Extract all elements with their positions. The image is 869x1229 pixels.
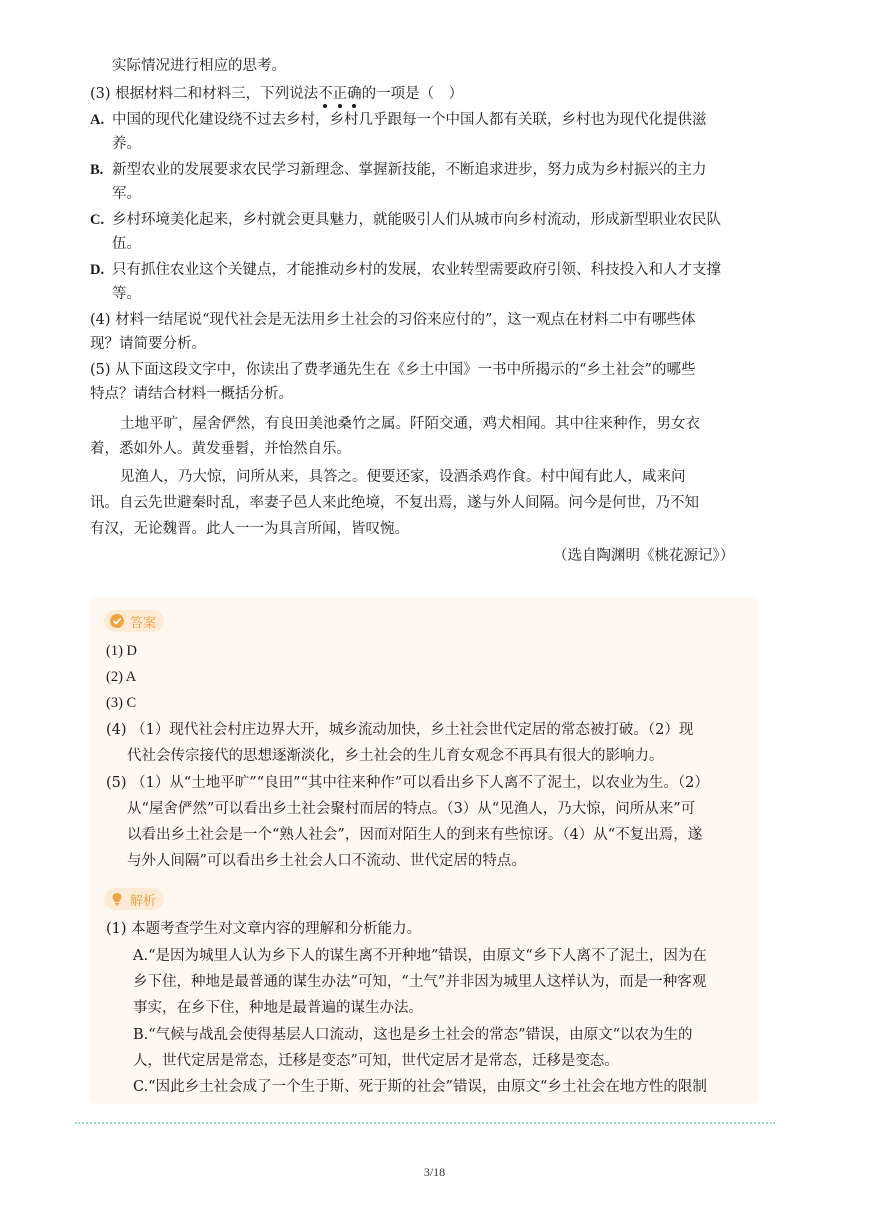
continuation-line: 实际情况进行相应的思考。 — [112, 58, 286, 74]
option-d-letter: D. — [90, 262, 105, 278]
passage-p2: 见渔人，乃大惊，问所从来，具答之。便要还家，设酒杀鸡作食。村中闻有此人，咸来问 — [120, 469, 686, 485]
option-b-letter: B. — [90, 162, 104, 178]
option-d — [90, 260, 721, 280]
option-c-text: 乡村环境美化起来，乡村就会更具魅力，就能吸引人们从城市向乡村流动，形成新型职业农民队 — [112, 212, 721, 228]
question-4: (4) 材料一结尾说“现代社会是无法用乡土社会的习俗来应付的”，这一观点在材料二中有哪些体 — [90, 312, 696, 328]
option-b — [90, 160, 707, 180]
passage-p1-cont: 着，悉如外人。黄发垂髫，并怡然自乐。 — [90, 441, 351, 457]
question-5: (5) 从下面这段文字中，你读出了费孝通先生在《乡土中国》一书中所揭示的“乡土社会”的哪些 — [90, 362, 696, 378]
answer-4-cont: 代社会传宗接代的思想逐渐淡化，乡土社会的生儿育女观念不再具有很大的影响力。 — [127, 748, 664, 764]
passage-p2-cont: 有汉，无论魏晋。此人一一为具言所闻，皆叹惋。 — [90, 521, 409, 537]
option-c-letter: C. — [90, 212, 105, 228]
answer-3: (3) C — [106, 695, 137, 711]
question-5-cont: 特点？请结合材料一概括分析。 — [90, 386, 293, 402]
answer-5-cont: 从“屋舍俨然”可以看出乡土社会聚村而居的特点。（3）从“见渔人，乃大惊，问所从来”可 — [127, 801, 696, 817]
emphasis-char: 正 — [332, 86, 348, 102]
analysis-a-cont: 乡下住，种地是最普通的谋生办法”可知，“土气”并非因为城里人这样认为，而是一种客观 — [133, 974, 707, 990]
answer-5-cont: 以看出乡土社会是一个“熟人社会”，因而对陌生人的到来有些惊讶。（4）从“不复出焉，遂 — [127, 827, 703, 843]
analysis-tag — [104, 888, 164, 910]
option-a-cont: 养。 — [112, 136, 141, 152]
question-4-cont: 现？请简要分析。 — [90, 336, 206, 352]
analysis-a-cont: 事实，在乡下住，种地是最普遍的谋生办法。 — [133, 1000, 423, 1016]
analysis-b-cont: 人，世代定居是常态，迁移是变态”可知，世代定居才是常态，迁移是变态。 — [133, 1053, 619, 1069]
answer-4: (4) （1）现代社会村庄边界大开，城乡流动加快，乡土社会世代定居的常态被打破。（2）现 — [106, 722, 694, 738]
question-3-prefix: (3) 根据材料二和材料三，下列说法 — [90, 86, 319, 102]
question-3-suffix: 的一项是（ ） — [361, 86, 464, 102]
passage-p2-cont: 讯。自云先世避秦时乱，率妻子邑人来此绝境，不复出焉，遂与外人间隔。问今是何世，乃不知 — [90, 495, 699, 511]
page-number: 3/18 — [423, 1165, 446, 1179]
option-d-text: 只有抓住农业这个关键点，才能推动乡村的发展，农业转型需要政府引领、科技投入和人才支撑 — [112, 262, 721, 278]
option-a — [90, 110, 707, 130]
answer-2: (2) A — [106, 669, 137, 685]
answer-tag — [104, 610, 164, 632]
option-b-cont: 军。 — [112, 186, 141, 202]
analysis-a: A.“是因为城里人认为乡下人的谋生离不开种地”错误，由原文“乡下人离不了泥土，因为在 — [133, 948, 707, 964]
lightbulb-icon — [110, 892, 124, 906]
emphasis-char: 确 — [347, 86, 362, 102]
passage-p1: 土地平旷，屋舍俨然，有良田美池桑竹之属。阡陌交通，鸡犬相闻。其中往来种作，男女衣 — [120, 416, 700, 432]
answer-5-cont: 与外人间隔”可以看出乡土社会人口不流动、世代定居的特点。 — [127, 853, 526, 869]
option-c — [90, 210, 721, 230]
answer-5: (5) （1）从“土地平旷”“良田”“其中往来种作”可以看出乡下人离不了泥土，以农业为生。（2） — [106, 775, 709, 791]
analysis-1: (1) 本题考查学生对文章内容的理解和分析能力。 — [106, 921, 422, 937]
check-circle-icon — [110, 614, 124, 628]
analysis-tag-label: 解析 — [130, 893, 157, 909]
option-d-cont: 等。 — [112, 286, 141, 302]
option-b-text: 新型农业的发展要求农民学习新理念、掌握新技能，不断追求进步，努力成为乡村振兴的主力 — [112, 162, 707, 178]
analysis-c: C.“因此乡土社会成了一个生于斯、死于斯的社会”错误，由原文“乡土社会在地方性的限制 — [133, 1079, 707, 1095]
emphasis-char: 不 — [318, 86, 333, 102]
analysis-b: B.“气候与战乱会使得基层人口流动，这也是乡土社会的常态”错误，由原文“以农为生的 — [133, 1027, 693, 1043]
page-separator — [75, 1122, 775, 1124]
answer-1: (1) D — [106, 643, 138, 659]
option-a-letter: A. — [90, 112, 105, 128]
option-c-cont: 伍。 — [112, 236, 141, 252]
answer-tag-label: 答案 — [130, 615, 157, 631]
option-a-text: 中国的现代化建设绕不过去乡村，乡村几乎跟每一个中国人都有关联，乡村也为现代化提供滋 — [112, 112, 707, 128]
question-3 — [90, 84, 463, 104]
passage-source: （选自陶渊明《桃花源记》） — [553, 548, 735, 564]
